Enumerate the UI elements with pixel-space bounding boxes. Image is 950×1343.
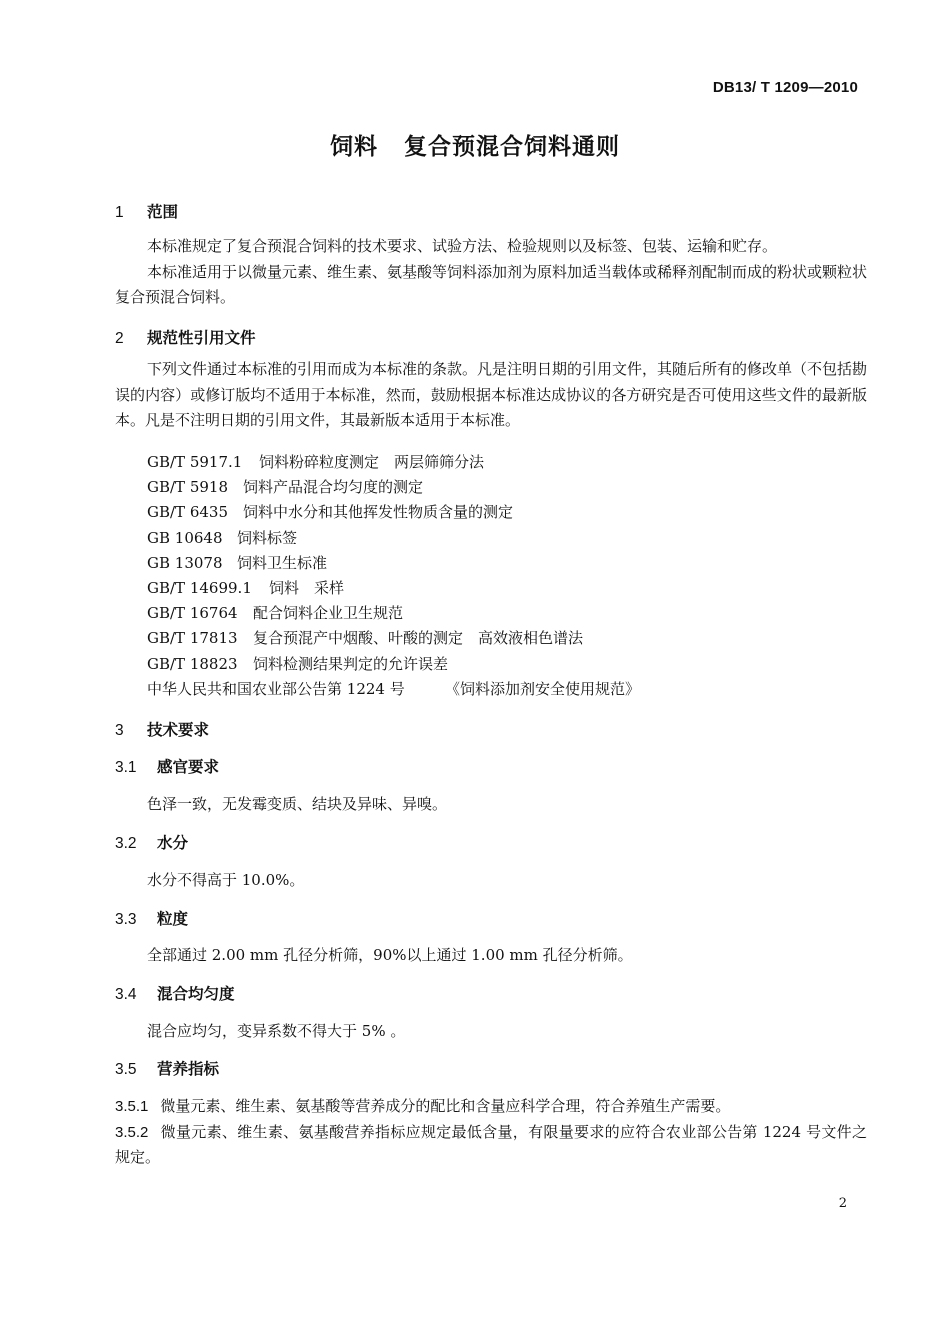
subclause [115,1094,867,1120]
reference-title: 饲料中水分和其他挥发性物质含量的测定 [243,503,514,522]
reference-item [147,526,867,551]
section-3-4-heading [115,984,867,1004]
reference-code: GB/T 18823 [147,654,238,673]
section-title: 技术要求 [147,721,210,739]
title-right: 复合预混合饲料通则 [404,134,620,160]
section-3-2-body [115,868,867,894]
subclause-number: 3.5.1 [115,1098,149,1115]
paragraph: 下列文件通过本标准的引用而成为本标准的条款。凡是注明日期的引用文件，其随后所有的修改单（不包括勘误的内容）或修订版均不适用于本标准，然而，鼓励根据本标准达成协议的各方研究是否可使用这些文件的最新版本。凡是不注明日期的引用文件，其最新版本适用于本标准。 [115,360,868,429]
reference-code: GB/T 5917.1 [147,453,243,471]
section-2-heading [115,328,867,348]
paragraph: 本标准适用于以微量元素、维生素、氨基酸等饲料添加剂为原料加适当载体或稀释剂配制而成的粉状或颗粒状复合预混合饲料。 [115,262,868,306]
standard-code: DB13/ T 1209—2010 [712,79,858,96]
section-3-3-heading [115,909,867,929]
section-3-2-heading [115,833,867,853]
section-title: 混合均匀度 [157,985,235,1003]
section-title: 粒度 [157,910,189,928]
section-title: 范围 [147,203,179,221]
reference-code: GB 13078 [147,553,223,572]
subclause [115,1120,867,1171]
reference-title: 饲料 采样 [269,578,345,597]
section-title: 水分 [157,834,189,852]
reference-code: GB/T 14699.1 [147,578,252,597]
section-3-4-body [115,1019,867,1045]
reference-item [147,576,867,601]
paragraph: 本标准规定了复合预混合饲料的技术要求、试验方法、检验规则以及标签、包装、运输和贮存。 [147,237,778,255]
section-title: 感官要求 [157,758,220,776]
section-2-body [115,357,867,434]
section-3-3-body [115,943,867,969]
reference-title: 饲料标签 [237,528,298,547]
reference-title: 饲料检测结果判定的允许误差 [253,654,449,673]
section-title: 规范性引用文件 [147,329,256,347]
reference-item [147,500,867,525]
page-title [0,128,950,161]
reference-title: 《饲料添加剂安全使用规范》 [445,679,641,698]
reference-title: 饲料产品混合均匀度的测定 [243,478,424,497]
section-number: 3.4 [115,986,137,1003]
subclause-text: 微量元素、维生素、氨基酸营养指标应规定最低含量，有限量要求的应符合农业部公告第 1224 号文件之规定。 [115,1122,867,1166]
page-number: 2 [838,1196,847,1211]
section-3-5-heading [115,1059,867,1079]
paragraph: 混合应均匀，变异系数不得大于 5% 。 [147,1022,406,1040]
reference-title: 配合饲料企业卫生规范 [253,604,404,623]
section-1-body [115,234,867,311]
section-number: 2 [115,330,124,347]
section-3-5-body [115,1094,867,1171]
reference-title: 复合预混产中烟酸、叶酸的测定 高效液相色谱法 [253,629,584,648]
subclause-number: 3.5.2 [115,1123,149,1141]
reference-item [147,450,867,475]
subclause-text: 微量元素、维生素、氨基酸等营养成分的配比和含量应科学合理，符合养殖生产需要。 [160,1097,731,1115]
reference-item [147,475,867,500]
section-number: 3.5 [115,1061,137,1078]
reference-code: GB/T 6435 [147,503,229,522]
section-number: 3.1 [115,759,137,776]
paragraph: 水分不得高于 10.0%。 [147,871,305,889]
paragraph: 色泽一致，无发霉变质、结块及异味、异嗅。 [147,795,448,813]
reference-code: 中华人民共和国农业部公告第 1224 号 [147,679,405,698]
paragraph: 全部通过 2.00 mm 孔径分析筛，90%以上通过 1.00 mm 孔径分析筛。 [147,946,633,964]
reference-code: GB 10648 [147,528,223,547]
reference-item [147,652,867,677]
reference-list [147,450,867,702]
section-number: 1 [115,204,124,221]
section-3-1-body [115,792,867,818]
reference-title: 饲料粉碎粒度测定 两层筛筛分法 [259,453,485,471]
section-title: 营养指标 [157,1060,220,1078]
reference-code: GB/T 5918 [147,478,229,497]
section-1-heading [115,202,867,222]
reference-title: 饲料卫生标准 [237,553,328,572]
reference-code: GB/T 16764 [147,604,238,623]
section-3-heading [115,720,867,740]
section-number: 3 [115,722,124,739]
reference-code: GB/T 17813 [147,629,238,648]
section-3-1-heading [115,757,867,777]
reference-item [147,677,867,702]
reference-item [147,551,867,576]
section-number: 3.3 [115,911,137,928]
reference-item [147,601,867,626]
title-left: 饲料 [330,134,378,160]
section-number: 3.2 [115,835,137,852]
reference-item [147,626,867,651]
